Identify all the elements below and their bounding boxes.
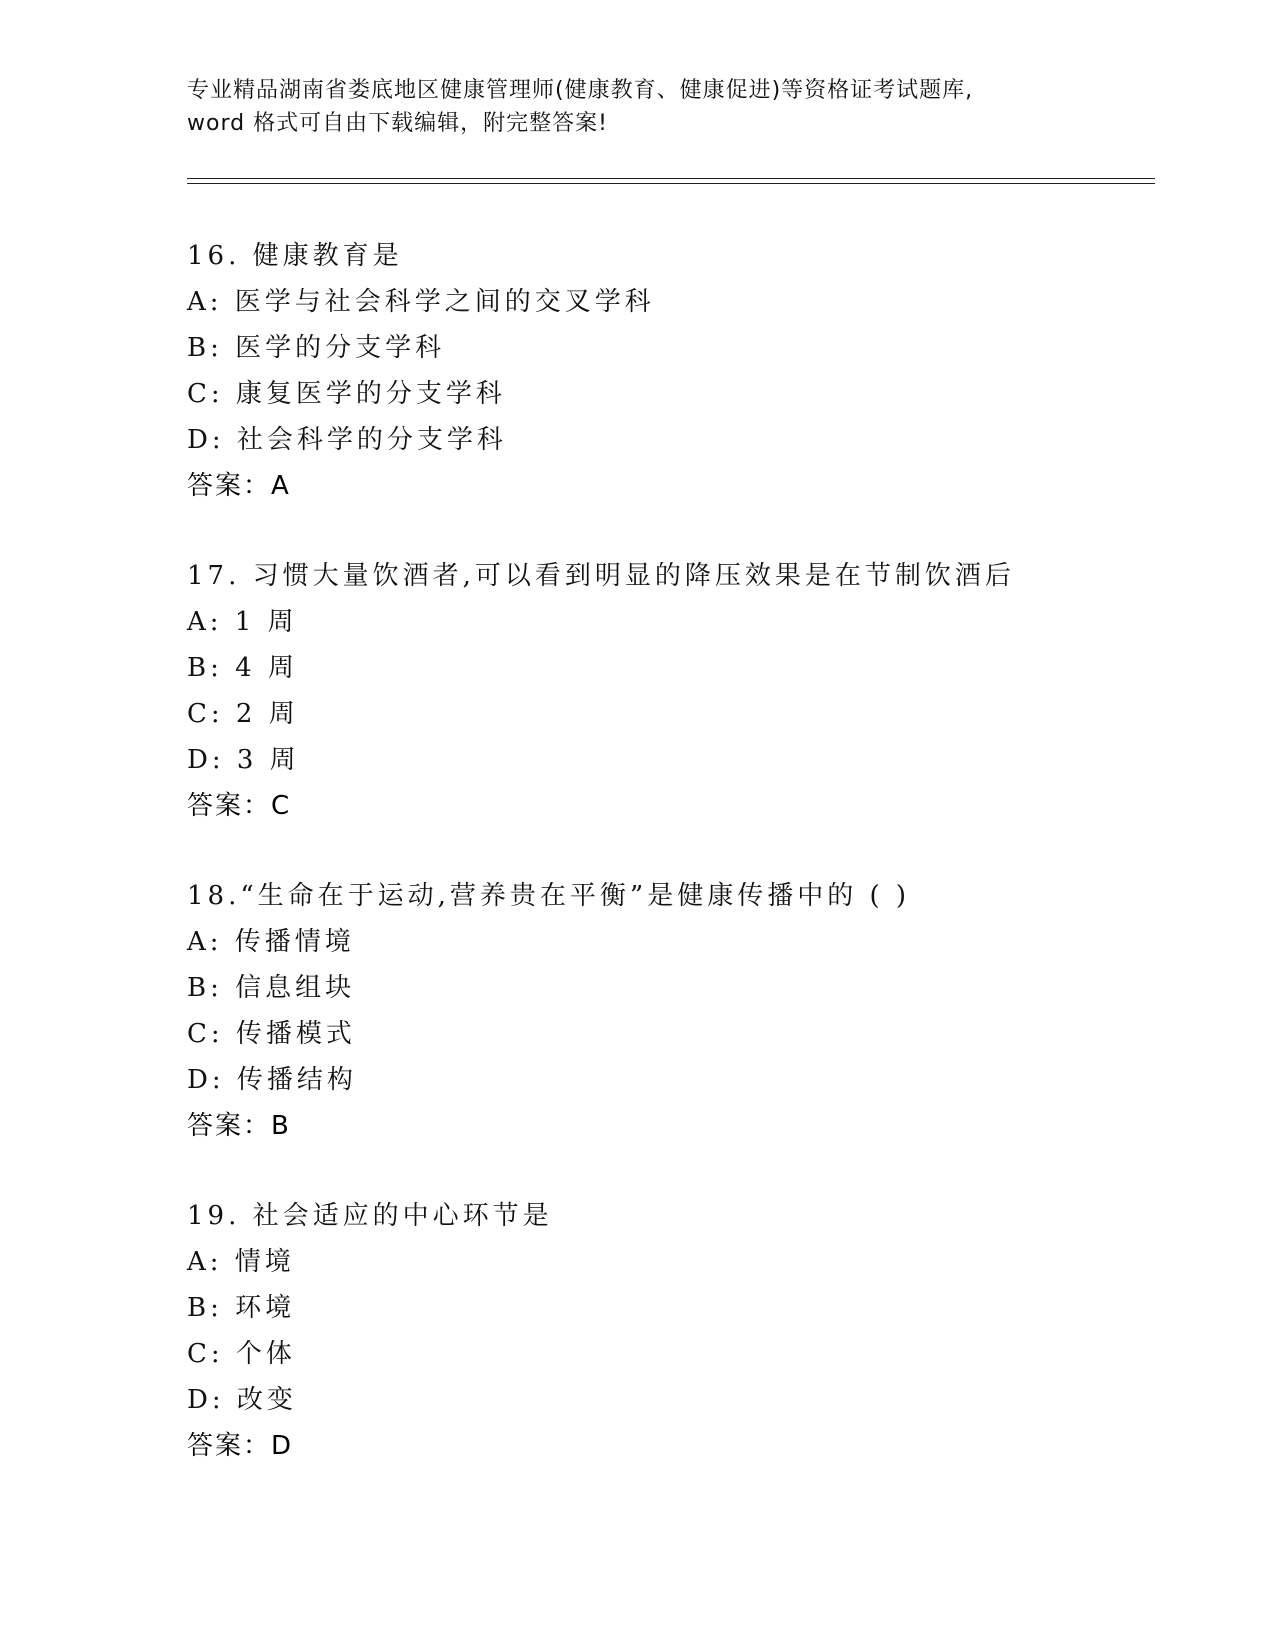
option-c: C: 2 周 bbox=[187, 699, 299, 729]
question-list bbox=[187, 233, 1147, 1513]
question-stem: 17. 习惯大量饮酒者,可以看到明显的降压效果是在节制饮酒后 bbox=[187, 561, 1015, 591]
option-b: B: 4 周 bbox=[187, 653, 298, 683]
option-c: C: 康复医学的分支学科 bbox=[187, 379, 506, 409]
document-header bbox=[187, 74, 1087, 140]
option-d: D: 传播结构 bbox=[187, 1065, 357, 1095]
option-c: C: 传播模式 bbox=[187, 1019, 356, 1049]
answer: 答案：D bbox=[187, 1431, 294, 1461]
question-stem: 19. 社会适应的中心环节是 bbox=[187, 1201, 553, 1231]
header-line-2: word 格式可自由下载编辑，附完整答案! bbox=[187, 111, 608, 136]
question-16 bbox=[187, 233, 1147, 553]
option-a: A: 医学与社会科学之间的交叉学科 bbox=[187, 287, 655, 317]
answer: 答案：A bbox=[187, 471, 291, 501]
question-18 bbox=[187, 873, 1147, 1193]
header-divider-top bbox=[187, 178, 1155, 179]
option-a: A: 传播情境 bbox=[187, 927, 355, 957]
option-d: D: 3 周 bbox=[187, 745, 300, 775]
question-19 bbox=[187, 1193, 1147, 1513]
header-divider-bottom bbox=[187, 183, 1155, 184]
option-d: D: 社会科学的分支学科 bbox=[187, 425, 507, 455]
option-b: B: 信息组块 bbox=[187, 973, 356, 1003]
question-stem: 18.“生命在于运动,营养贵在平衡”是健康传播中的 ( ) bbox=[187, 881, 911, 911]
question-stem: 16. 健康教育是 bbox=[187, 241, 403, 271]
question-17 bbox=[187, 553, 1147, 873]
answer: 答案：B bbox=[187, 1111, 291, 1141]
option-a: A: 1 周 bbox=[187, 607, 298, 637]
option-a: A: 情境 bbox=[187, 1247, 295, 1277]
option-b: B: 医学的分支学科 bbox=[187, 333, 446, 363]
option-c: C: 个体 bbox=[187, 1339, 296, 1369]
option-d: D: 改变 bbox=[187, 1385, 297, 1415]
answer: 答案：C bbox=[187, 791, 292, 821]
option-b: B: 环境 bbox=[187, 1293, 296, 1323]
header-line-1: 专业精品湖南省娄底地区健康管理师(健康教育、健康促进)等资格证考试题库, bbox=[187, 78, 974, 103]
